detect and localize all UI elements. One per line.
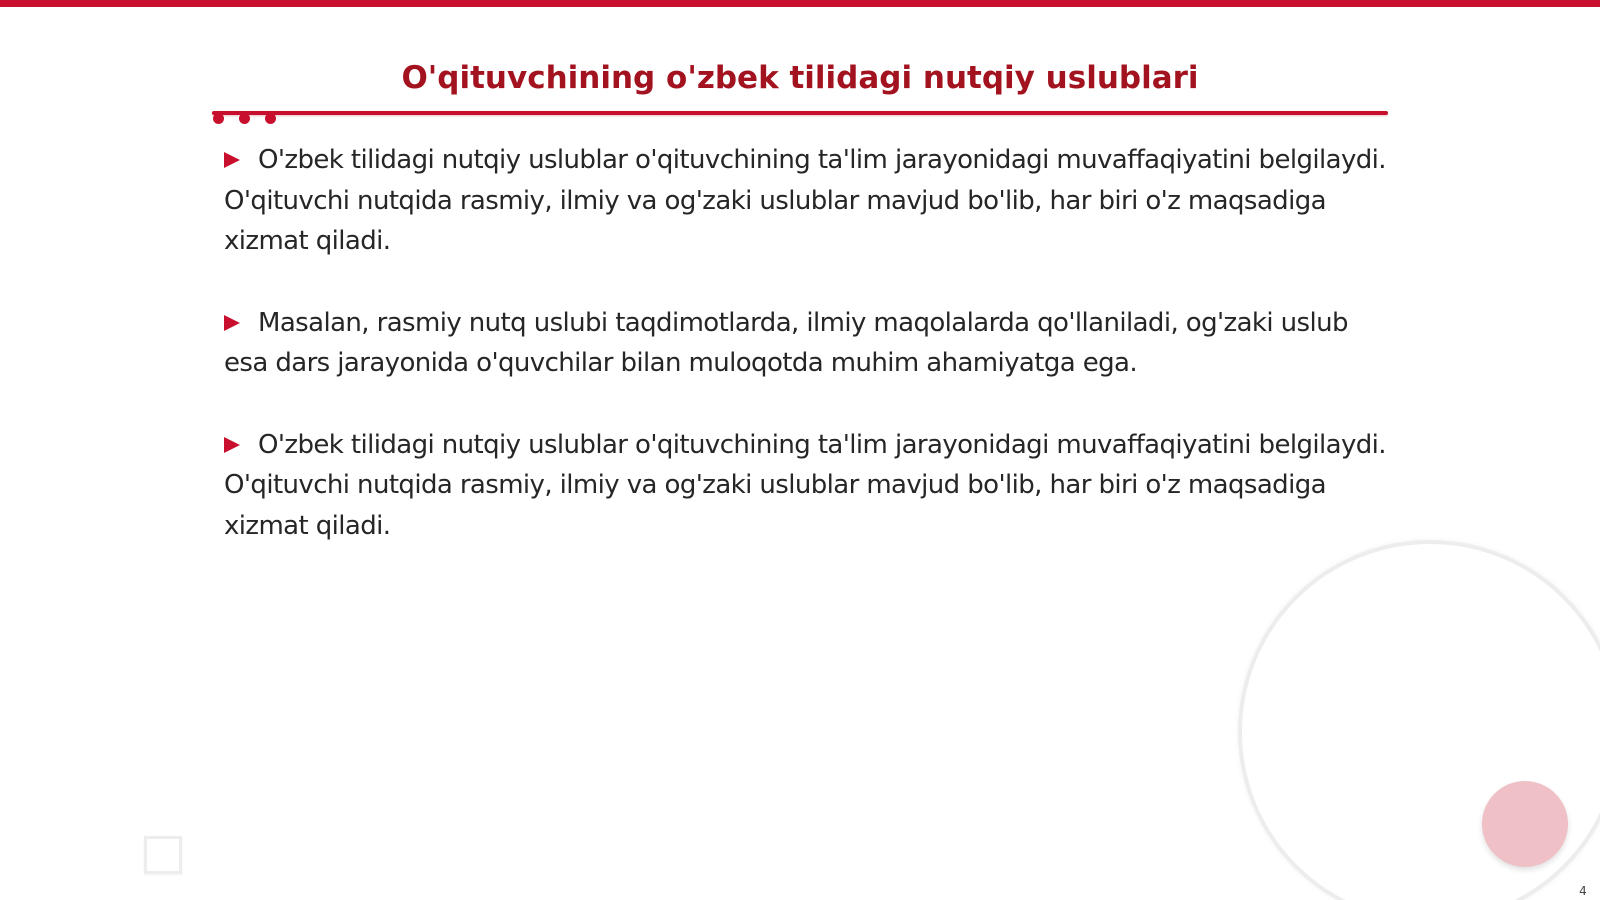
page-number: 4	[1579, 884, 1587, 898]
bullet-item	[224, 425, 1386, 547]
accent-dot	[239, 113, 250, 124]
triangle-right-icon	[224, 152, 240, 168]
bullet-text: O'zbek tilidagi nutqiy uslublar o'qituvchining ta'lim jarayonidagi muvaffaqiyatini belgilaydi. O'qituvchi nutqida rasmiy, ilmiy va og'zaki uslublar mavjud bo'lib, har biri o'z maqsadiga xizmat qiladi.	[224, 145, 1386, 256]
bullet-list	[224, 140, 1386, 587]
slide-title: O'qituvchining o'zbek tilidagi nutqiy uslublari	[401, 60, 1199, 96]
accent-dot	[213, 113, 224, 124]
triangle-right-icon	[224, 437, 240, 453]
bullet-item	[224, 303, 1386, 384]
bullet-item	[224, 140, 1386, 262]
title-underline	[212, 111, 1388, 115]
triangle-right-icon	[224, 315, 240, 331]
decorative-square-outline	[144, 836, 182, 874]
decorative-pink-circle	[1482, 781, 1568, 867]
accent-dot	[265, 113, 276, 124]
bullet-text: Masalan, rasmiy nutq uslubi taqdimotlarda, ilmiy maqolalarda qo'llaniladi, og'zaki uslub esa dars jarayonida o'quvchilar bilan muloqotda muhim ahamiyatga ega.	[224, 307, 1348, 378]
bullet-text: O'zbek tilidagi nutqiy uslublar o'qituvchining ta'lim jarayonidagi muvaffaqiyatini belgilaydi. O'qituvchi nutqida rasmiy, ilmiy va og'zaki uslublar mavjud bo'lib, har biri o'z maqsadiga xizmat qiladi.	[224, 429, 1386, 541]
top-accent-bar	[0, 0, 1600, 7]
